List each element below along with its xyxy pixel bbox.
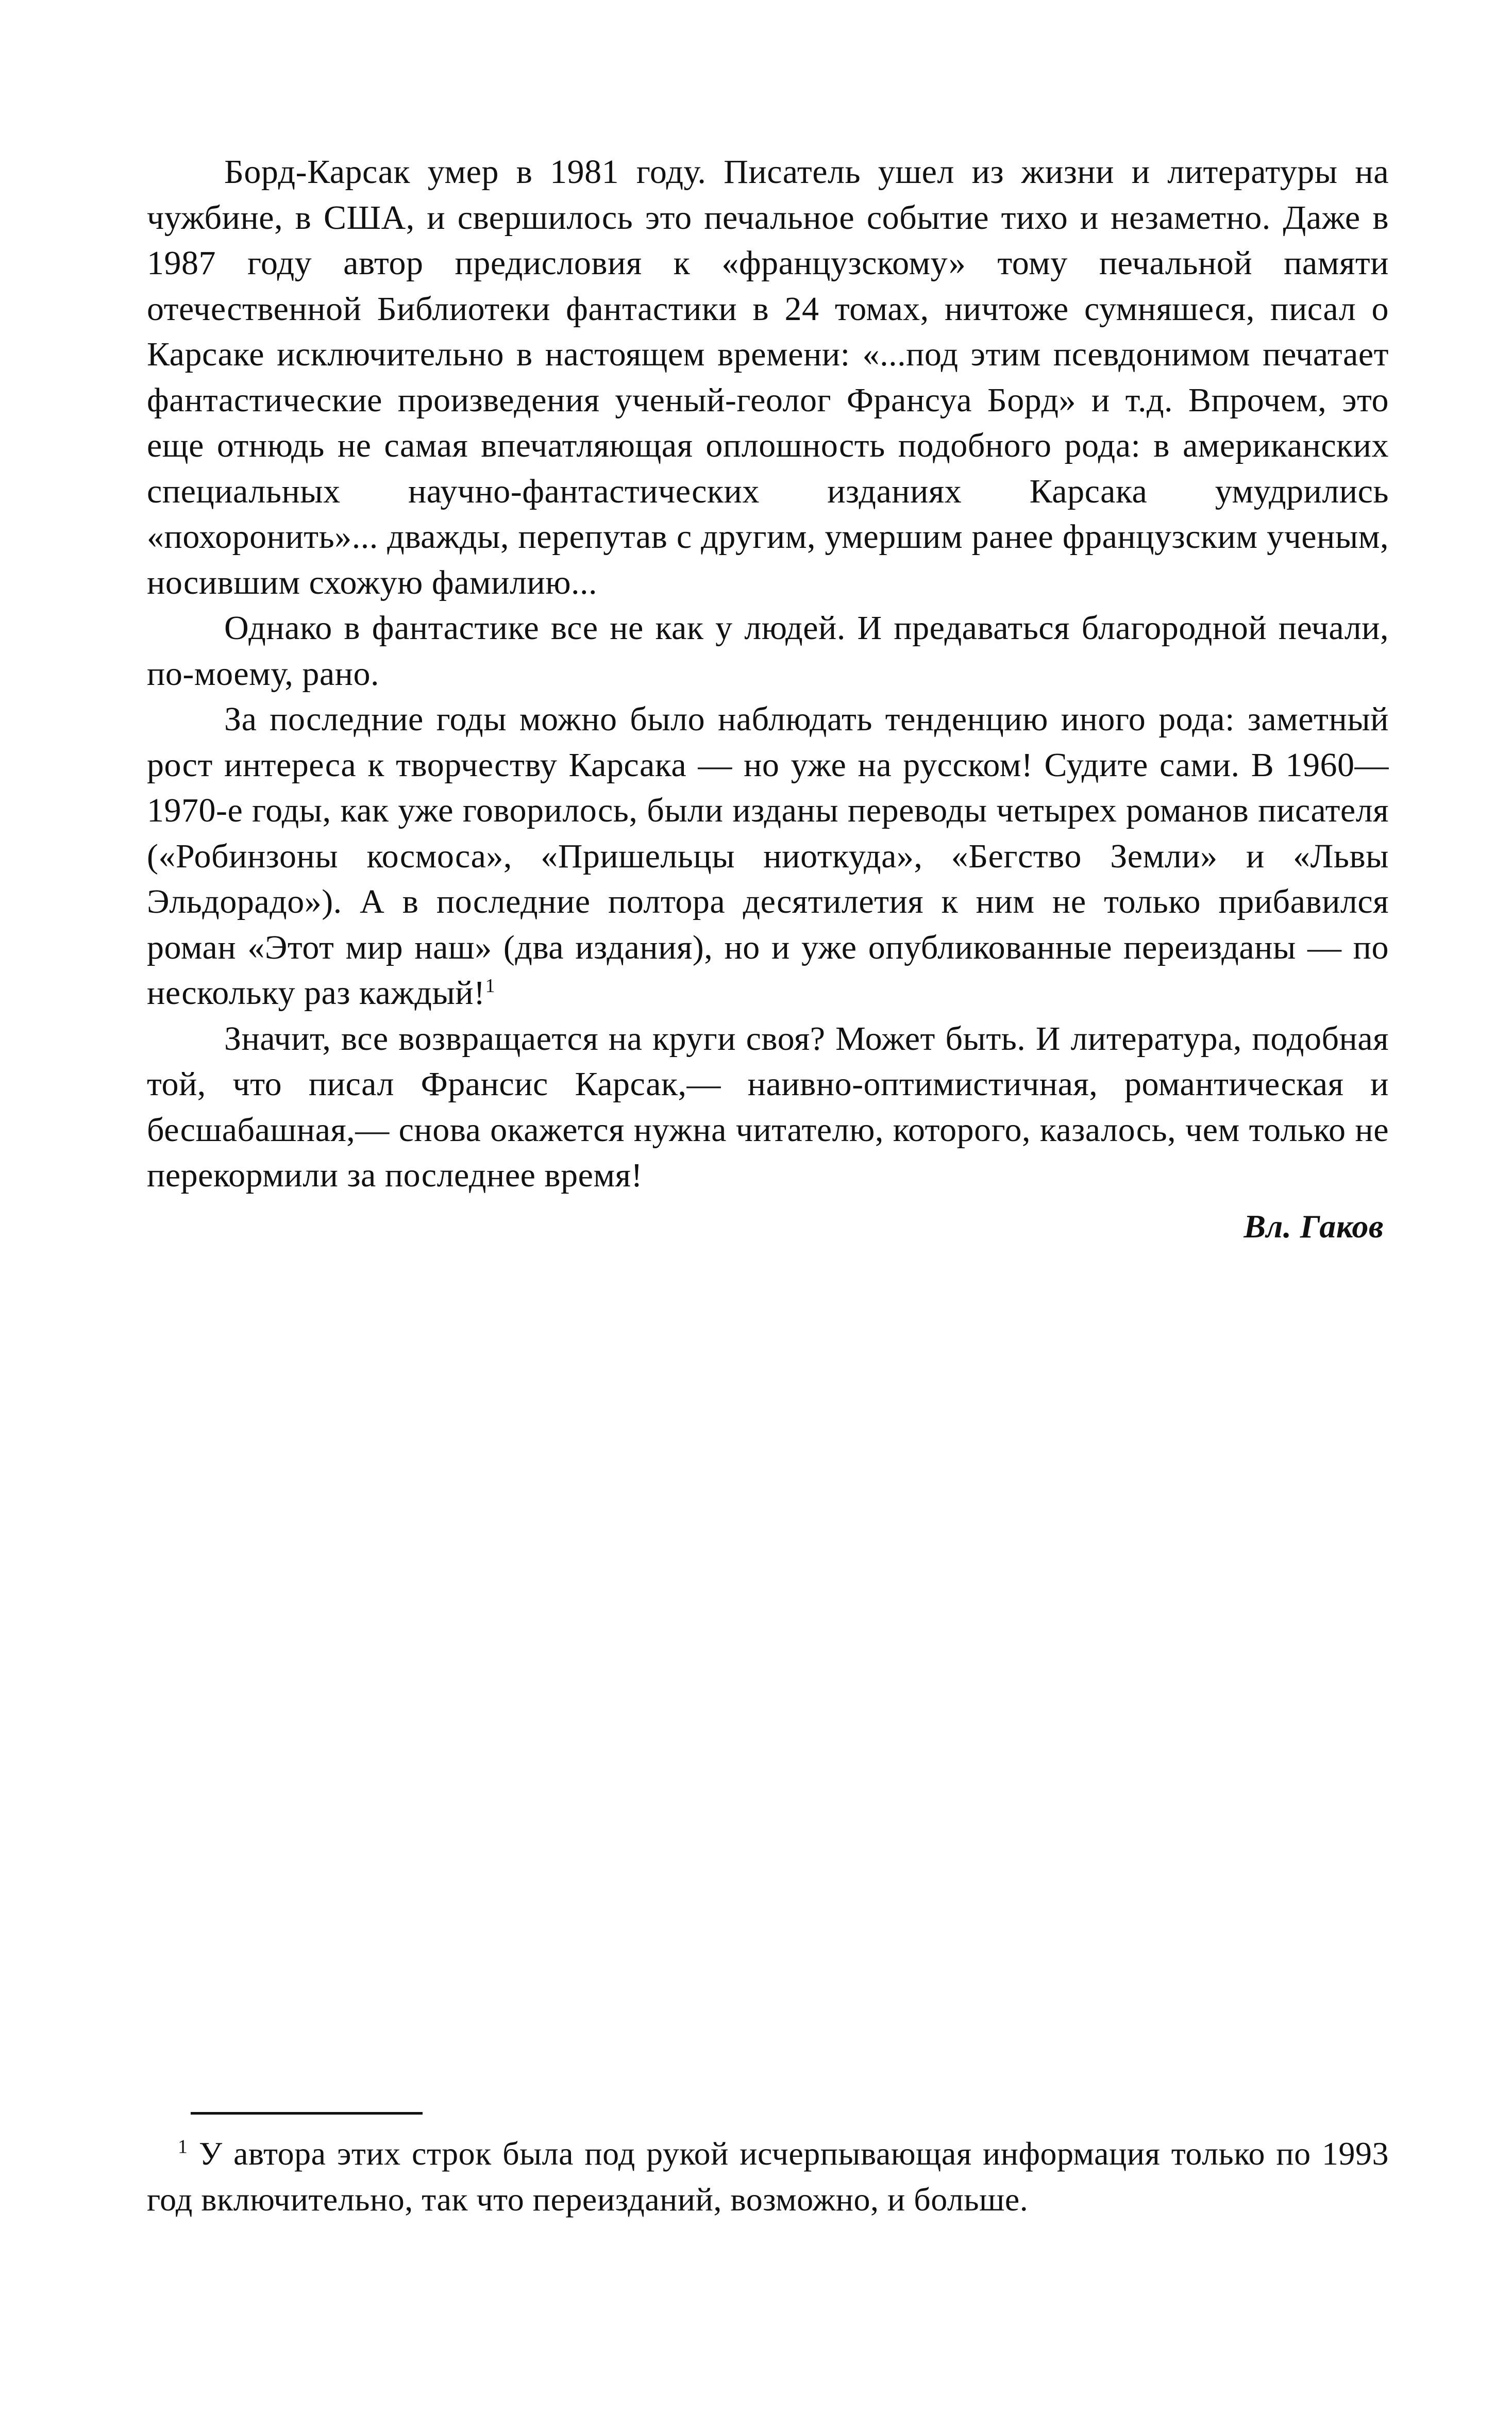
paragraph-4: Значит, все возвращается на круги своя? Может быть. И литература, подобная той, что писал Франсис Карсак,— наивно-оптимистичная, романтическая и бесшабашная,— снова окажется нужна читателю, которого, казалось, чем только не перекормили за последнее время! <box>147 1019 1389 1194</box>
author-signature: Вл. Гаков <box>1244 1208 1384 1245</box>
paragraph-3 <box>147 697 1389 1016</box>
footnote <box>147 2131 1389 2222</box>
paragraph-1: Борд-Карсак умер в 1981 году. Писатель ушел из жизни и литературы на чужбине, в США, и свершилось это печальное событие тихо и незаметно. Даже в 1987 году автор предисловия к «французскому» тому печальной памяти отечественной Библиотеки фантастики в 24 томах, ничтоже сумняшеся, писал о Карсаке исключительно в настоящем времени: «...под этим псевдонимом печатает фантастические произведения ученый-геолог Франсуа Борд» и т.д. Впрочем, это еще отнюдь не самая впечатляющая оплошность подобного рода: в американских специальных научно-фантастических изданиях Карсака умудрились «похоронить»... дважды, перепутав с другим, умершим ранее французским ученым, носившим схожую фамилию... <box>147 153 1389 601</box>
footnote-marker: 1 <box>178 2136 188 2158</box>
paragraph-2: Однако в фантастике все не как у людей. И предаваться благородной печали, по-моему, рано. <box>147 609 1389 693</box>
footnote-divider <box>191 2112 423 2115</box>
footnote-reference[interactable]: 1 <box>485 975 496 997</box>
main-text <box>147 149 1389 1249</box>
footnote-text: У автора этих строк была под рукой исчерпывающая информация только по 1993 год включительно, так что переизданий, возможно, и больше. <box>147 2135 1389 2218</box>
footnote-paragraph <box>147 2131 1389 2222</box>
paragraph-3-text: За последние годы можно было наблюдать тенденцию иного рода: заметный рост интереса к творчеству Карсака — но уже на русском! Судите сами. В 1960—1970-е годы, как уже говорилось, были изданы переводы четырех романов писателя («Робинзоны космоса», «Пришельцы ниоткуда», «Бегство Земли» и «Львы Эльдорадо»). А в последние полтора десятилетия к ним не только прибавился роман «Этот мир наш» (два издания), но и уже опубликованные переизданы — по нескольку раз каждый! <box>147 700 1389 1012</box>
